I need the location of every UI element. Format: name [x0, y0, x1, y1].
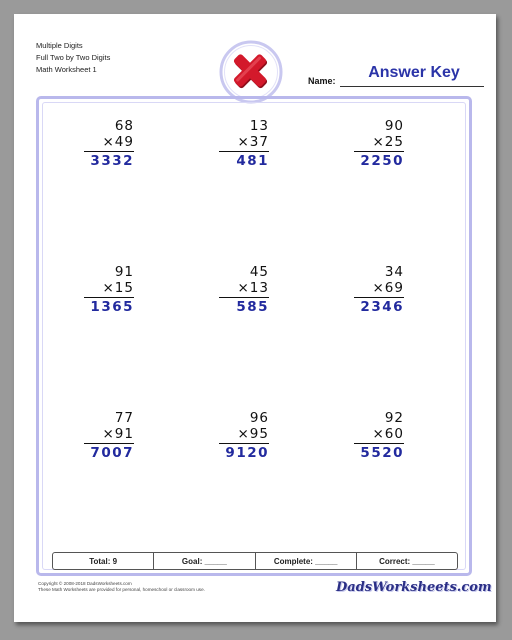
problem-top-number: 92 [384, 410, 404, 426]
problem-rule [354, 443, 404, 444]
problem-rule [219, 443, 269, 444]
problem-answer: 481 [236, 153, 269, 169]
problem-6 [346, 264, 404, 315]
problem-top-number: 77 [114, 410, 134, 426]
problem-top-number: 68 [114, 118, 134, 134]
problem-1 [76, 118, 134, 169]
problem-top-number: 13 [249, 118, 269, 134]
problem-answer: 1365 [90, 299, 134, 315]
name-line [340, 86, 484, 87]
problem-rule [354, 297, 404, 298]
problem-multiplier: ×15 [102, 280, 134, 296]
problem-rule [84, 297, 134, 298]
score-bar [52, 552, 458, 570]
problem-multiplier: ×13 [237, 280, 269, 296]
problem-5 [211, 264, 269, 315]
problem-answer: 3332 [90, 153, 134, 169]
problem-grid [36, 96, 472, 526]
problem-multiplier: ×60 [372, 426, 404, 442]
problem-3 [346, 118, 404, 169]
problem-rule [84, 443, 134, 444]
correct-field: Correct: _____ [379, 556, 435, 566]
red-x-icon [219, 40, 283, 104]
problem-multiplier: ×69 [372, 280, 404, 296]
total-field: Total: 9 [53, 553, 154, 569]
usage-line: These Math Worksheets are provided for personal, homeschool or classroom use. [38, 587, 205, 592]
problem-rule [219, 151, 269, 152]
copyright-notice [38, 581, 205, 593]
problem-multiplier: ×49 [102, 134, 134, 150]
problem-top-number: 91 [114, 264, 134, 280]
name-label: Name: [308, 76, 336, 86]
problem-top-number: 90 [384, 118, 404, 134]
problem-rule [354, 151, 404, 152]
problem-answer: 9120 [225, 445, 269, 461]
complete-field: Complete: _____ [256, 553, 357, 569]
problem-7 [76, 410, 134, 461]
problem-multiplier: ×37 [237, 134, 269, 150]
worksheet-topic: Multiple Digits [36, 41, 83, 50]
problem-answer: 5520 [360, 445, 404, 461]
problem-9 [346, 410, 404, 461]
worksheet-title-block [36, 40, 110, 76]
problem-rule [219, 297, 269, 298]
worksheet-subtopic: Full Two by Two Digits [36, 53, 111, 62]
worksheet-page [14, 14, 496, 622]
problem-multiplier: ×95 [237, 426, 269, 442]
name-row [308, 64, 484, 88]
problem-2 [211, 118, 269, 169]
copyright-line: Copyright © 2008-2018 DadsWorksheets.com [38, 581, 132, 586]
problem-multiplier: ×91 [102, 426, 134, 442]
problem-rule [84, 151, 134, 152]
problem-top-number: 96 [249, 410, 269, 426]
brand-logo[interactable]: DadsWorksheets.com [336, 580, 492, 595]
problem-top-number: 45 [249, 264, 269, 280]
problem-4 [76, 264, 134, 315]
problem-answer: 2346 [360, 299, 404, 315]
problem-answer: 7007 [90, 445, 134, 461]
worksheet-number: Math Worksheet 1 [36, 65, 97, 74]
goal-field: Goal: _____ [154, 553, 255, 569]
problem-answer: 2250 [360, 153, 404, 169]
problem-answer: 585 [236, 299, 269, 315]
problem-multiplier: ×25 [372, 134, 404, 150]
answer-key-label: Answer Key [368, 64, 460, 81]
problem-8 [211, 410, 269, 461]
problem-top-number: 34 [384, 264, 404, 280]
